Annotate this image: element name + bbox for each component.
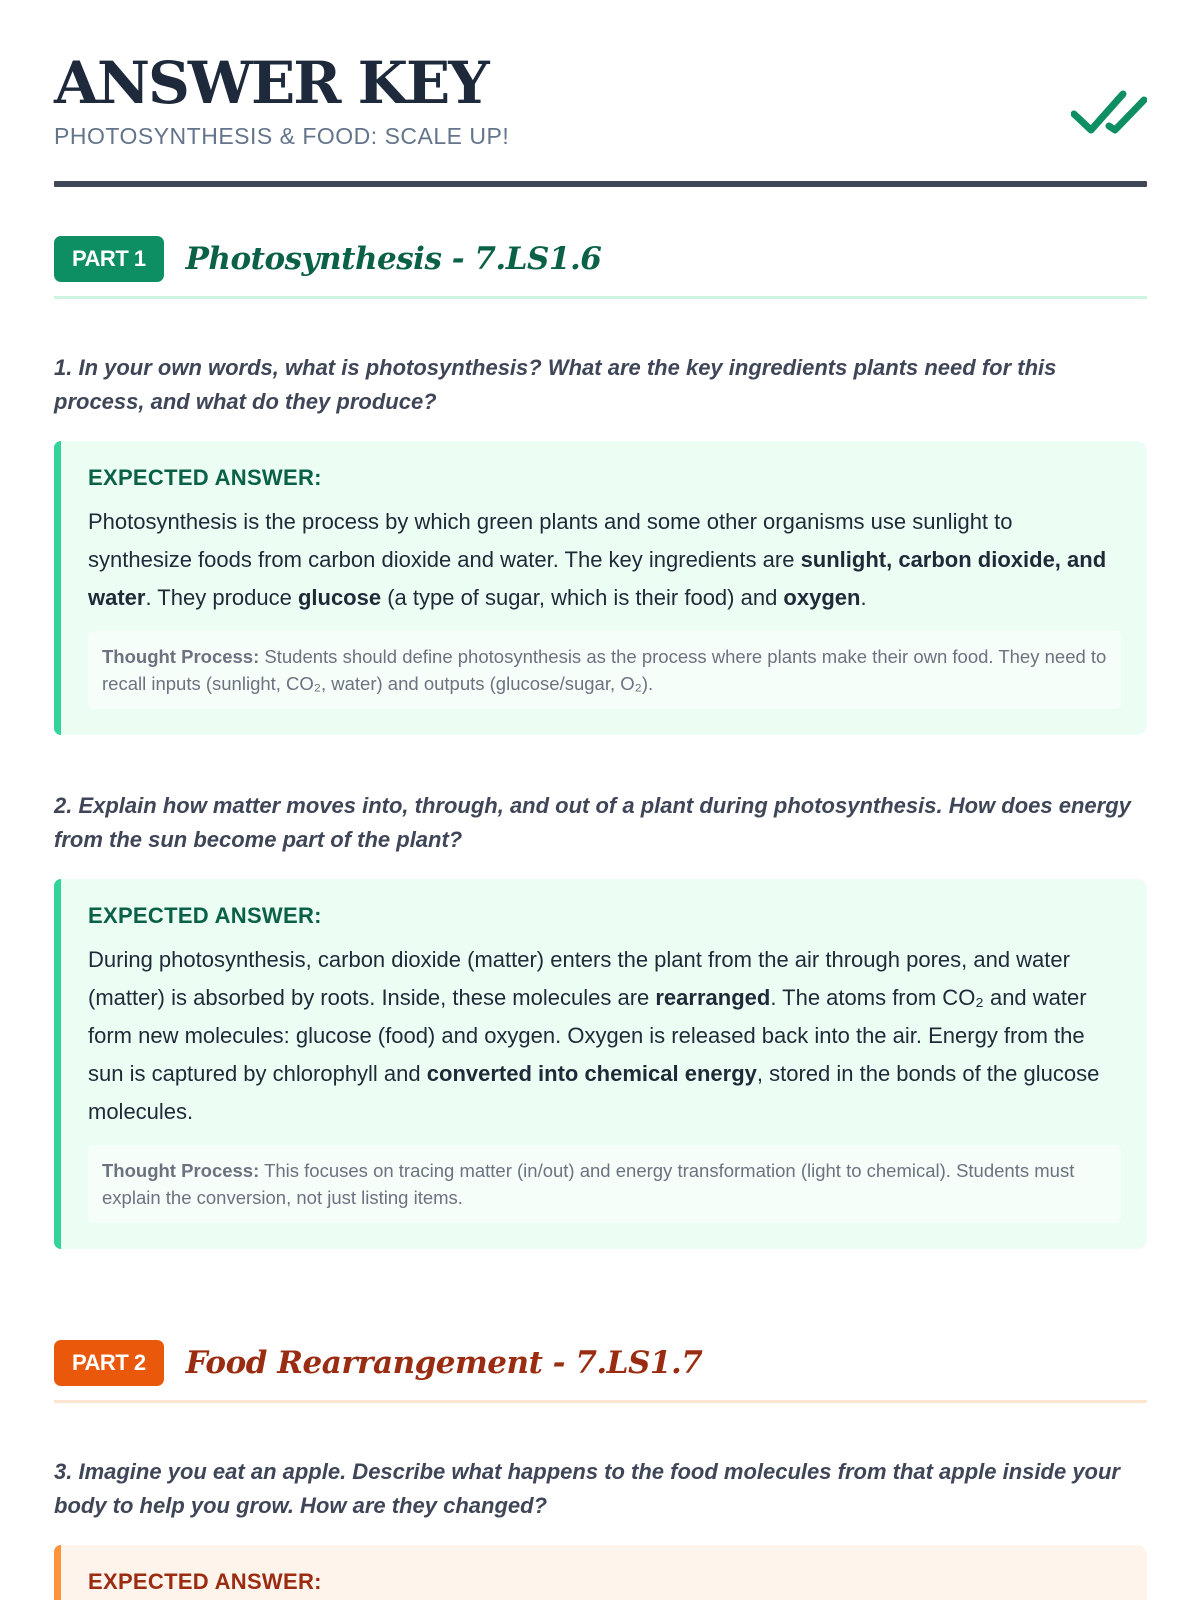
answer-1-label: EXPECTED ANSWER:: [88, 465, 322, 490]
part-2-heading: [54, 1340, 1147, 1386]
thought-process-1-label: Thought Process:: [102, 646, 260, 667]
answer-2-text: [88, 941, 1121, 1131]
answer-text-run: Photosynthesis is the process by which green plants and some other organisms use sunlight to synthesize foods from carbon dioxide and water. The key ingredients are: [88, 509, 1013, 572]
question-3-text: 3. Imagine you eat an apple. Describe what happens to the food molecules from that apple inside your body to help you grow. How are they changed?: [54, 1459, 1120, 1518]
answer-emphasis: oxygen: [783, 585, 861, 610]
thought-process-2-label: Thought Process:: [102, 1160, 260, 1181]
answer-3-label: EXPECTED ANSWER:: [88, 1569, 322, 1594]
part-2-divider: [54, 1400, 1147, 1403]
answer-text-run: During photosynthesis, carbon dioxide (matter) enters the plant from the air through pores, and water (matter) is absorbed by roots. Inside, these molecules are: [88, 947, 1070, 1010]
thought-process-2-text: This focuses on tracing matter (in/out) and energy transformation (light to chemical). Students must explain the conversion, not just listing items.: [102, 1160, 1075, 1208]
answer-text-run: (a type of sugar, which is their food) and: [381, 585, 784, 610]
page-title: ANSWER KEY: [54, 49, 488, 117]
part-1-section: [54, 236, 1147, 1249]
thought-process-1-text: Students should define photosynthesis as the process where plants make their own food. They need to recall inputs (sunlight, CO₂, water) and outputs (glucose/sugar, O₂).: [102, 646, 1107, 694]
answer-emphasis: glucose: [297, 585, 382, 610]
question-2: [54, 789, 1147, 1249]
answer-1-box: [54, 441, 1147, 735]
question-2-text: 2. Explain how matter moves into, through, and out of a plant during photosynthesis. How does energy from the sun become part of the plant?: [54, 793, 1131, 852]
answer-3-box: [54, 1545, 1147, 1600]
answer-2-box: [54, 879, 1147, 1249]
answer-text-run: , stored in the bonds of the glucose molecules.: [88, 1061, 1100, 1124]
answer-text-run: . They produce: [145, 585, 298, 610]
thought-process-1: [88, 631, 1121, 709]
double-check-icon: [1071, 88, 1147, 138]
part-2-badge: PART 2: [54, 1340, 164, 1386]
page-header: [54, 0, 1147, 190]
question-1-text: 1. In your own words, what is photosynthesis? What are the key ingredients plants need for this process, and what do they produce?: [54, 355, 1057, 414]
question-1: [54, 351, 1147, 735]
question-3: [54, 1455, 1147, 1600]
answer-key-page: [54, 0, 1147, 1594]
part-1-heading: [54, 236, 1147, 282]
thought-process-2: [88, 1145, 1121, 1223]
answer-2-label: EXPECTED ANSWER:: [88, 903, 322, 928]
answer-text-run: . The atoms from CO₂ and water form new molecules: glucose (food) and oxygen. Oxygen is released back into the air. Energy from the sun is captured by chlorophyll and: [88, 985, 1087, 1086]
part-1-title: Photosynthesis - 7.LS1.6: [185, 241, 602, 277]
page-subtitle: PHOTOSYNTHESIS & FOOD: SCALE UP!: [54, 123, 510, 149]
part-2-section: [54, 1340, 1147, 1600]
answer-emphasis: rearranged: [655, 985, 771, 1010]
part-1-badge: PART 1: [54, 236, 164, 282]
answer-1-text: [88, 503, 1121, 617]
answer-text-run: .: [860, 585, 867, 610]
part-2-title: Food Rearrangement - 7.LS1.7: [185, 1345, 703, 1381]
answer-emphasis: converted into chemical energy: [426, 1061, 757, 1086]
header-divider: [54, 181, 1147, 187]
answer-emphasis: sunlight, carbon dioxide, and water: [88, 547, 1107, 610]
part-1-divider: [54, 296, 1147, 299]
